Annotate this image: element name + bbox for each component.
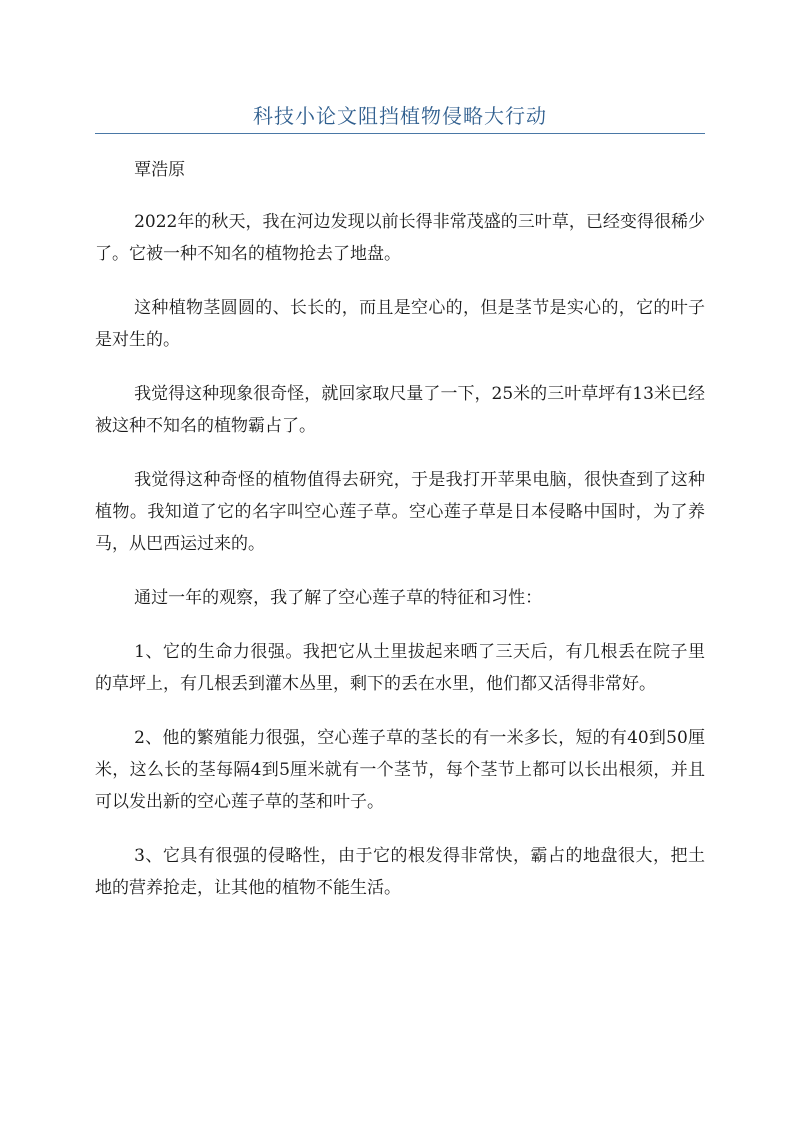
document-title: 科技小论文阻挡植物侵略大行动	[253, 104, 547, 128]
paragraph-2: 这种植物茎圆圆的、长长的，而且是空心的，但是茎节是实心的，它的叶子是对生的。	[95, 298, 705, 350]
paragraph-7: 2、他的繁殖能力很强，空心莲子草的茎长的有一米多长，短的有40到50厘米，这么长的茎每隔4到5厘米就有一个茎节，每个茎节上都可以长出根须，并且可以发出新的空心莲子草的茎和叶子。	[95, 728, 705, 812]
title-underline	[95, 133, 705, 134]
paragraph-1: 2022年的秋天，我在河边发现以前长得非常茂盛的三叶草，已经变得很稀少了。它被一种不知名的植物抢去了地盘。	[95, 212, 705, 264]
paragraph-8: 3、它具有很强的侵略性，由于它的根发得非常快，霸占的地盘很大，把土地的营养抢走，让其他的植物不能生活。	[95, 846, 705, 898]
paragraph-5: 通过一年的观察，我了解了空心莲子草的特征和习性：	[134, 588, 543, 608]
paragraph-6: 1、它的生命力很强。我把它从土里拔起来晒了三天后，有几根丢在院子里的草坪上，有几根丢到灌木丛里，剩下的丢在水里，他们都又活得非常好。	[95, 642, 705, 694]
paragraph-3: 我觉得这种现象很奇怪，就回家取尺量了一下，25米的三叶草坪有13米已经被这种不知名的植物霸占了。	[95, 384, 705, 436]
document-body	[95, 154, 705, 926]
author-name: 覃浩原	[134, 160, 186, 180]
paragraph-4: 我觉得这种奇怪的植物值得去研究，于是我打开苹果电脑，很快查到了这种植物。我知道了它的名字叫空心莲子草。空心莲子草是日本侵略中国时，为了养马，从巴西运过来的。	[95, 470, 705, 554]
